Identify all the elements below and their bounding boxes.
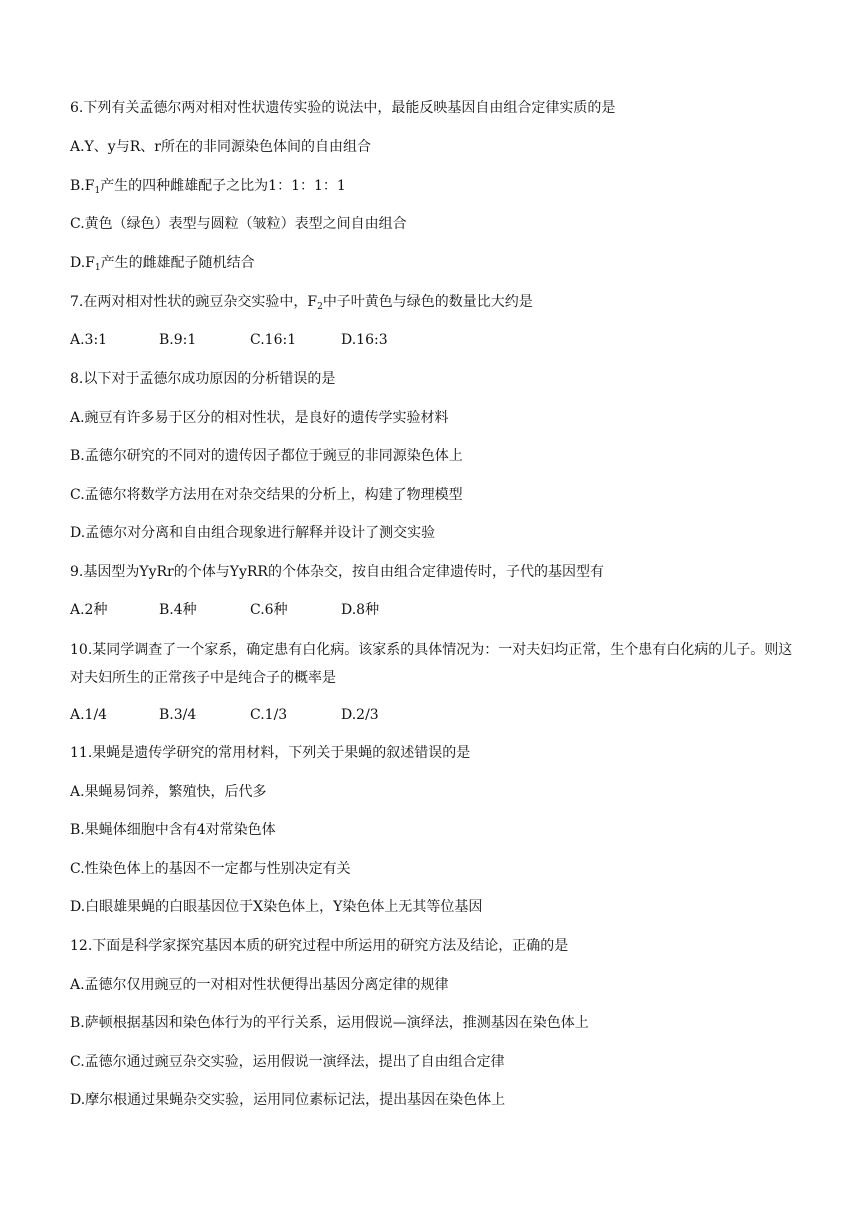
question-6-stem: 6.下列有关孟德尔两对相对性状遗传实验的说法中，最能反映基因自由组合定律实质的是 [70, 100, 616, 116]
question-9-option-d: D.8种 [341, 602, 380, 618]
question-10-option-b: B.3/4 [159, 707, 197, 723]
question-9-option-b: B.4种 [159, 602, 197, 618]
question-6-option-a: A.Y、y与R、r所在的非同源染色体间的自由组合 [70, 139, 371, 155]
question-10-stem: 10.某同学调查了一个家系，确定患有白化病。该家系的具体情况为：一对夫妇均正常，生个患有白化病的儿子。则这对夫妇所生的正常孩子中是纯合子的概率是 [70, 642, 793, 686]
question-12-option-c: C.孟德尔通过豌豆杂交实验，运用假说一演绎法，提出了自由组合定律 [70, 1054, 505, 1070]
question-7-option-a: A.3:1 [70, 332, 108, 348]
question-6-option-d: $D.F_1$产生的雌雄配子随机结合 [70, 255, 255, 273]
question-11-stem: 11.果蝇是遗传学研究的常用材料，下列关于果蝇的叙述错误的是 [70, 745, 471, 761]
question-9-option-c: C.6种 [250, 602, 288, 618]
question-8-option-d: D.孟德尔对分离和自由组合现象进行解释并设计了测交实验 [70, 525, 436, 541]
question-8-option-c: C.孟德尔将数学方法用在对杂交结果的分析上，构建了物理模型 [70, 487, 463, 503]
question-12-option-a: A.孟德尔仅用豌豆的一对相对性状便得出基因分离定律的规律 [70, 977, 449, 993]
question-7-stem: 7.在两对相对性状的豌豆杂交实验中，$F_2$中子叶黄色与绿色的数量比大约是 [70, 294, 533, 312]
question-11-option-c: C.性染色体上的基因不一定都与性别决定有关 [70, 861, 351, 877]
question-8-option-a: A.豌豆有许多易于区分的相对性状，是良好的遗传学实验材料 [70, 410, 449, 426]
question-10-option-c: C.1/3 [250, 707, 288, 723]
question-11-option-a: A.果蝇易饲养，繁殖快，后代多 [70, 784, 267, 800]
question-6-option-c: C.黄色（绿色）表型与圆粒（皱粒）表型之间自由组合 [70, 216, 407, 232]
question-12-option-d: D.摩尔根通过果蝇杂交实验，运用同位素标记法，提出基因在染色体上 [70, 1092, 506, 1108]
question-10-option-d: D.2/3 [341, 707, 379, 723]
question-7-option-c: C.16:1 [250, 332, 297, 348]
question-9-option-a: A.2种 [70, 602, 108, 618]
question-6-option-b: $B.F_1$产生的四种雌雄配子之比为1：1：1：1 [70, 178, 346, 196]
question-8-option-b: B.孟德尔研究的不同对的遗传因子都位于豌豆的非同源染色体上 [70, 448, 463, 464]
question-12-option-b: B.萨顿根据基因和染色体行为的平行关系，运用假说—演绎法，推测基因在染色体上 [70, 1015, 589, 1031]
question-11-option-b: B.果蝇体细胞中含有4对常染色体 [70, 822, 276, 838]
question-7-option-d: D.16:3 [341, 332, 388, 348]
question-8-stem: 8.以下对于孟德尔成功原因的分析错误的是 [70, 371, 336, 387]
question-7-option-b: B.9:1 [159, 332, 197, 348]
question-12-stem: 12.下面是科学家探究基因本质的研究过程中所运用的研究方法及结论，正确的是 [70, 938, 569, 954]
question-9-stem: 9.基因型为YyRr的个体与YyRR的个体杂交，按自由组合定律遗传时，子代的基因型有 [70, 564, 604, 580]
question-10-option-a: A.1/4 [70, 707, 108, 723]
question-11-option-d: D.白眼雄果蝇的白眼基因位于X染色体上，Y染色体上无其等位基因 [70, 899, 483, 915]
